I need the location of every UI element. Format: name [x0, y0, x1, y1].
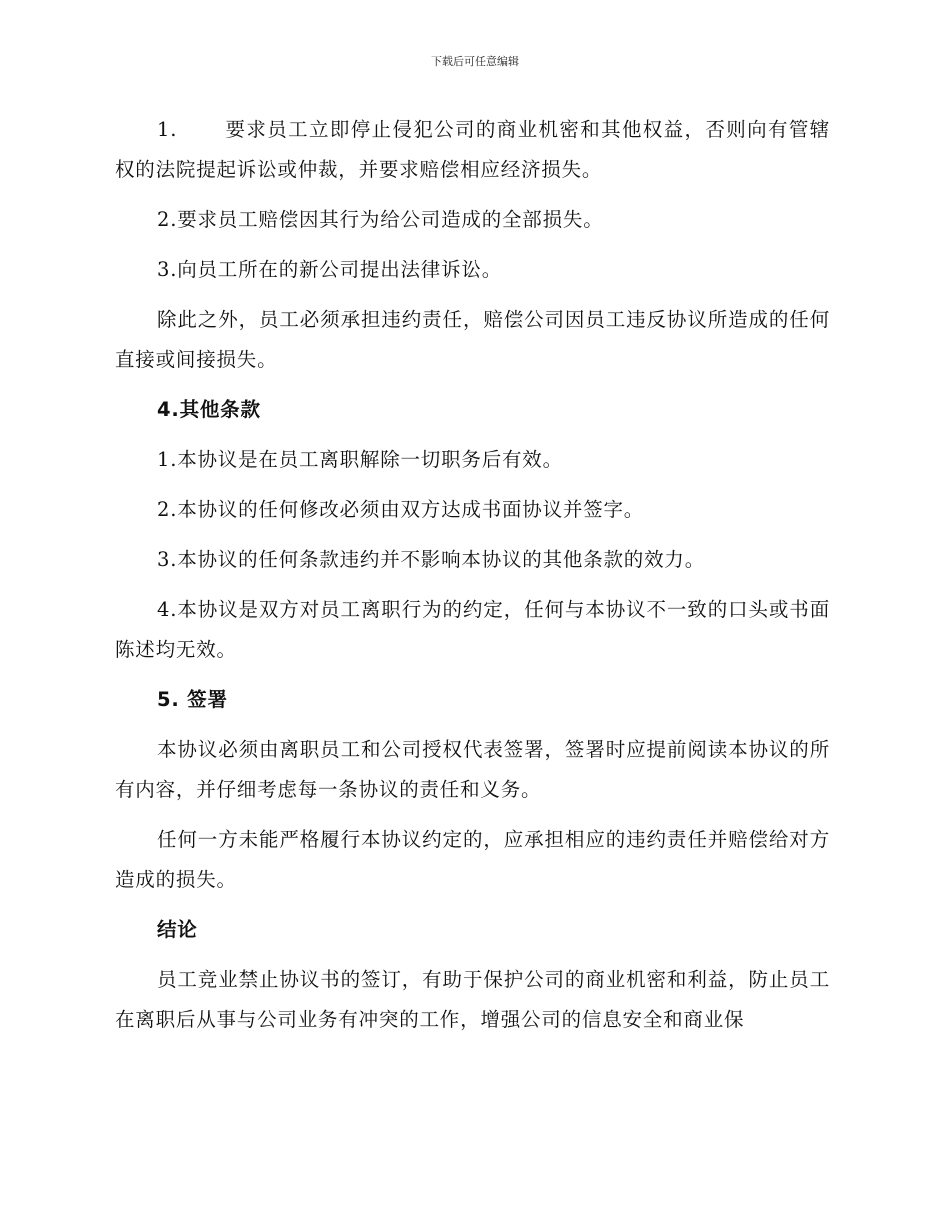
section-4-item-3: 3.本协议的任何条款违约并不影响本协议的其他条款的效力。 — [157, 548, 706, 571]
remedy-item-3: 3.向员工所在的新公司提出法律诉讼。 — [157, 258, 503, 281]
remedy-extra-paragraph: 除此之外，员工必须承担违约责任，赔偿公司因员工违反协议所造成的任何直接或间接损失。 — [115, 308, 830, 371]
remedy-item-1-number: 1. — [157, 118, 178, 141]
remedy-item-1 — [115, 110, 830, 190]
section-4-heading: 4.其他条款 — [157, 398, 261, 421]
remedy-item-2: 2.要求员工赔偿因其行为给公司造成的全部损失。 — [157, 208, 604, 231]
section-4-item-1: 1.本协议是在员工离职解除一切职务后有效。 — [157, 448, 563, 471]
conclusion-paragraph: 员工竞业禁止协议书的签订，有助于保护公司的商业机密和利益，防止员工在离职后从事与公司业务有冲突的工作，增强公司的信息安全和商业保 — [115, 968, 830, 1031]
conclusion-heading: 结论 — [157, 918, 198, 941]
section-4-item-2: 2.本协议的任何修改必须由双方达成书面协议并签字。 — [157, 498, 645, 521]
section-4-item-4: 4.本协议是双方对员工离职行为的约定，任何与本协议不一致的口头或书面陈述均无效。 — [115, 598, 830, 661]
section-5-paragraph-2: 任何一方未能严格履行本协议约定的，应承担相应的违约责任并赔偿给对方造成的损失。 — [115, 828, 830, 891]
remedy-item-1-text: 要求员工立即停止侵犯公司的商业机密和其他权益，否则向有管辖权的法院提起诉讼或仲裁，并要求赔偿相应经济损失。 — [115, 118, 830, 181]
document-body — [115, 110, 830, 1040]
section-5-heading: 5. 签署 — [157, 688, 228, 711]
page-header-note: 下载后可任意编辑 — [431, 55, 519, 68]
section-5-paragraph-1: 本协议必须由离职员工和公司授权代表签署，签署时应提前阅读本协议的所有内容，并仔细考虑每一条协议的责任和义务。 — [115, 738, 830, 801]
